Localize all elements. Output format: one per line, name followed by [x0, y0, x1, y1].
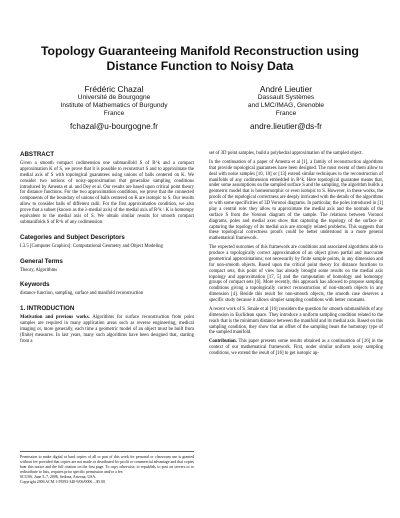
categories-heading: Categories and Subject Descriptors — [20, 233, 125, 241]
keywords-heading: Keywords — [20, 281, 50, 289]
author-affiliation: and LMC/IMAG, Grenoble — [247, 102, 325, 110]
introduction-text: Algorithms for surface reconstruction from point samples are required in many application areas such as reverse engineering, medical imaging or, more generally, each time a geometric model of an object must be built from (finite) measures. In last years, many such algorithms have been designed that, starting from a — [20, 315, 195, 344]
body-paragraph: set of 3D point samples, build a polyhedral approximation of the sampled object. — [209, 151, 363, 156]
body-paragraph: In the continuation of a paper of Amenta et al [1], a family of reconstruction algorithms that provide topological guarantees have been designed. The most recent of them allow to deal with noise samples [10, 18] or [13] extend similar techniques to the reconstruction of manifolds of any codimension embedded in R^k. Here topological guarantee means that, under some assumptions on the sampled surface S and the sampling, the algorithm builds a geometric model that is homeomorphic or even isotopic to S. However, in these works, the proofs of the topological correctness are deeply intricated with the details of the algorithms or with some specificities of 3D Voronoi diagrams. In particular, the poles introduced in [1] play a central role: they allow to approximate the medial axis and the normals of the surface S from the Voronoi diagram of the sample. The relations between Voronoi diagrams, poles and medial axes show that capturing the topology of the surface or capturing the topology of its medial axis are strongly related problems. This suggests that these topological correctness proofs could be better understood in a more general mathematical framework. — [209, 159, 383, 242]
abstract-heading: ABSTRACT — [20, 151, 55, 158]
terms-text: Theory, Algorithms — [20, 267, 58, 273]
author-name: Frédéric Chazal — [84, 84, 144, 94]
introduction-paragraph — [20, 315, 194, 344]
introduction-heading: 1. INTRODUCTION — [20, 305, 75, 313]
run-in-heading: Motivation and previous works. — [20, 315, 90, 321]
author-block-2 — [196, 84, 376, 132]
permission-text: Permission to make digital or hard copies of all or part of this work for personal or classroom use is granted without fee provided that copies are not made or distributed for profit or commercial advantage and that copies bear this notice and the full citation on the first page. To copy otherwise, to republish, to post on servers or to redistribute to lists, requires prior specific permission and/or a fee. — [20, 455, 194, 474]
author-email: andre.lieutier@ds-fr — [249, 121, 323, 131]
author-email: fchazal@u-bourgogne.fr — [70, 121, 158, 131]
venue-text: SCG'06, June 5–7, 2006, Sedona, Arizona, USA. — [20, 474, 97, 479]
terms-heading: General Terms — [20, 257, 63, 265]
right-column — [209, 151, 383, 360]
author-affiliation: France — [275, 110, 297, 118]
contribution-paragraph — [209, 339, 383, 357]
author-affiliation: France — [103, 110, 125, 118]
title-line-2: Distance Function to Noisy Data — [106, 59, 294, 73]
author-affiliation: Dassault Systèmes — [257, 94, 315, 101]
body-paragraph: A recent work of S. Smale et al [16] considers the question for smooth submanifolds of any dimension in Euclidean space. They introduce a uniform sampling condition related to the reach that is the minimum distance between the manifold and its medial axis. Based on this sampling condition, they show that an offset of the sampling bears the homotopy type of the sampled manifold. — [209, 306, 383, 336]
author-block-1 — [24, 84, 204, 132]
permission-notice — [20, 451, 194, 484]
categories-text: I.3.5 [Computer Graphics]: Computational Geometry and Object Modeling — [20, 243, 163, 249]
body-paragraph: The expected outcomes of this framework are conditions and associated algorithms able to produce a topologically correct approximation of an object given partial and inaccurate geometrical approximations; not necessarily by finite sample points, in any dimension and for non-smooth objects. Based upon the critical point theory for distance functions to compact sets, this point of view has already brought some results on the medial axis topology and approximation [17, 5] and the computation of homology and homotopy groups of compact sets [6]. More recently, this approach has allowed to propose sampling conditions giving a topologically correct reconstruction of non-smooth objects in any dimension [4]. Beside this result for non-smooth objects, the smooth case deserves a specific study because it allows simpler sampling conditions with better constants. — [209, 245, 383, 303]
author-affiliation: Institute of Mathematics of Burgundy — [60, 102, 168, 110]
contribution-text: This paper presents some results obtained as a continuation of [16] in the context of our mathematical framework. First, under similar uniform noisy sampling conditions, we extend the result of [16] to get isotopic ap- — [209, 339, 383, 356]
title-line-1: Topology Guaranteeing Manifold Reconstruction using — [40, 44, 359, 58]
author-name: André Lieutier — [259, 84, 313, 94]
paper-title — [0, 44, 400, 74]
copyright-text: Copyright 2006 ACM 1-59593-340-9/06/0006 ...$5.00. — [20, 479, 106, 484]
author-affiliation: Université de Bourgogne — [77, 94, 151, 101]
keywords-text: distance function, sampling, surface and manifold reconstruction — [20, 291, 144, 297]
run-in-heading: Contribution. — [209, 339, 237, 345]
abstract-text: Given a smooth compact codimension one submanifold S of R^k and a compact approximation K of S, we prove that it is possible to reconstruct S and to approximate the medial axis of S with topological guarantees using unions of balls centered on K. We consider two notions of noisy-approximation that generalize sampling conditions introduced by Amenta et al. and Dey et al. Our results are based upon critical point theory for distance functions. For the two approximation conditions, we prove that the connected components of the boundary of unions of balls centered on K are isotopic to S. Our results allow to consider balls of different radii. For the first approximation condition, we also prove that a subset (known as the λ-medial axis) of the medial axis of R^k \ K is homotopy equivalent to the medial axis of S. We obtain similar results for smooth compact submanifolds S of R^k of any codimension. — [20, 161, 194, 225]
left-column — [20, 151, 194, 348]
